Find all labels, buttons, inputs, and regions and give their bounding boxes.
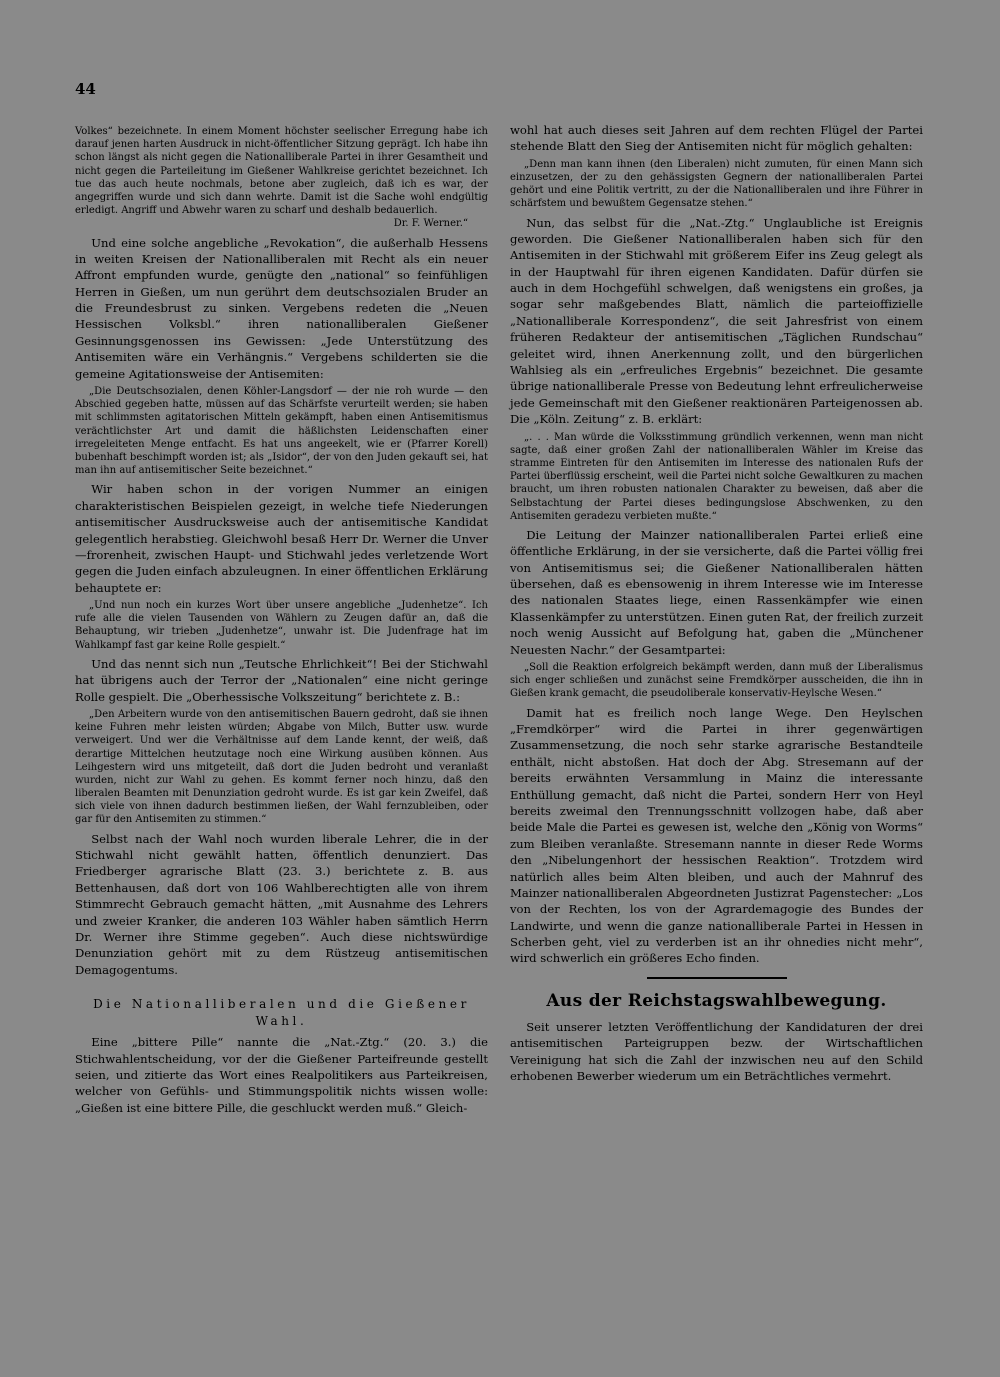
paragraph: Seit unserer letzten Veröffentlichung der Kandidaturen der drei antisemitischen Parteigruppen bezw. der Wirtschaftlichen Vereinigung hat sich die Zahl der inzwischen neu auf den Schild erhobenen Bewerber wiederum um ein Beträchtliches vermehrt. xyxy=(510,1019,923,1084)
section-heading: Aus der Reichstagswahlbewegung. xyxy=(546,990,887,1011)
paragraph: Selbst nach der Wahl noch wurden liberale Lehrer, die in der Stichwahl nicht gewählt hatten, öffentlich denunziert. Das Friedberger agrarische Blatt (23. 3.) berichtete z. B. aus Bettenhausen, daß dort von 106 Wahlberechtigten alle von ihrem Stimmrecht Gebrauch gemacht hätten, „mit Ausnahme des Lehrers und zweier Kranker, die anderen 103 Wähler haben sämtlich Herrn Dr. Werner ihre Stimme gegeben“. Auch diese nichtswürdige Denunziation gehört mit zu dem Rüstzeug antisemitischen Demagogentums. xyxy=(75,831,488,977)
quote-text: „Die Deutschsozialen, denen Köhler-Langsdorf — der nie roh wurde — den Abschied gegeben hatte, müssen auf das Schärfste verurteilt werden; sie haben mit schlimmsten agitatorischen Mitteln gekämpft, haben einen Antisemitismus verächtlichster Art und damit die häßlichsten Leidenschaften einer irregeleiteten Menge entfacht. Es hat uns angeekelt, wie er (Pfarrer Korell) bubenhaft beschimpft worden ist; als „Isidor“, der von den Juden gekauft sei, hat man ihn auf antisemitischer Seite bezeichnet.“ xyxy=(75,386,488,477)
quote-text: „Soll die Reaktion erfolgreich bekämpft werden, dann muß der Liberalismus sich enger schließen und zunächst seine Fremdkörper ausscheiden, die ihn in Gießen krank gemacht, die pseudoliberale konservativ-Heylsche Wesen.“ xyxy=(510,662,923,700)
right-column xyxy=(510,122,923,1084)
quote-block xyxy=(75,708,488,827)
quote-text: „Und nun noch ein kurzes Wort über unsere angebliche „Judenhetze“. Ich rufe alle die vielen Tausenden von Wählern zu Zeugen dafür an, daß die Behauptung, wir trieben „Judenhetze“, unwahr ist. Die Judenfrage hat im Wahlkampf fast gar keine Rolle gespielt.“ xyxy=(75,600,488,651)
section-subheading: Die Nationalliberalen und die Gießener Wahl. xyxy=(93,997,470,1029)
left-column xyxy=(75,122,488,1116)
paragraph: Wir haben schon in der vorigen Nummer an einigen charakteristischen Beispielen gezeigt, in welche tiefe Niederungen antisemitischer Ausdrucksweise auch der antisemitische Kandidat gelegentlich herabstieg. Gleichwohl besaß Herr Dr. Werner die Unver—frorenheit, zwischen Haupt- und Stichwahl jedes verletzende Wort gegen die Juden einfach abzuleugnen. In einer öffentlichen Erklärung behauptete er: xyxy=(75,482,488,595)
quote-block xyxy=(510,661,923,701)
page-number: 44 xyxy=(75,80,96,98)
paragraph: Und eine solche angebliche „Revokation“, die außerhalb Hessens in weiten Kreisen der Nationalliberalen mit Recht als ein neuer Affront empfunden wurde, genügte den „national“ so feinfühligen Herren in Gießen, um nun gerührt dem deutschsozialen Bruder an die Freundesbrust zu sinken. Vergebens redeten die „Neuen Hessischen Volksbl.“ ihren nationalliberalen Gießener Gesinnungsgenossen ins Gewissen: „Jede Unterstützung des Antisemiten wäre ein Verhängnis.“ Vergebens schilderten sie die gemeine Agitationsweise der Antisemiten: xyxy=(75,235,488,381)
quote-block xyxy=(510,431,923,523)
quote-text: „Den Arbeitern wurde von den antisemitischen Bauern gedroht, daß sie ihnen keine Fuhren mehr leisten würden; Abgabe von Milch, Butter usw. wurde verweigert. Und wer die Verhältnisse auf dem Lande kennt, der weiß, daß derartige Mittelchen heutzutage noch eine Wirkung ausüben können. Aus Leihgestern wird uns mitgeteilt, daß dort die Juden bedroht und veranlaßt wurden, nicht zur Wahl zu gehen. Es kommt ferner noch hinzu, daß den liberalen Beamten mit Denunziation gedroht wurde. Es ist gar kein Zweifel, daß sich viele von ihnen dadurch bestimmen ließen, der Wahl fernzubleiben, oder gar für den Antisemiten zu stimmen.“ xyxy=(75,708,488,826)
paragraph: Nun, das selbst für die „Nat.-Ztg.“ Unglaubliche ist Ereignis geworden. Die Gießener Nationalliberalen haben sich für den Antisemiten in der Stichwahl mit größerem Eifer ins Zeug gelegt als in der Hauptwahl für ihren eigenen Kandidaten. Dafür dürfen sie auch in dem Hochgefühl schwelgen, daß wenigstens ein großes, ja sogar sehr maßgebendes Blatt, nämlich die parteioffizielle „Nationalliberale Korrespondenz“, die seit Jahresfrist von einem früheren Redakteur der antisemitischen „Täglichen Rundschau“ geleitet wird, ihnen Anerkennung zollt, und den bürgerlichen Wahlsieg als ein „erfreuliches Ergebnis“ bezeichnet. Die gesamte übrige nationalliberale Presse von Bedeutung lehnt erfreulicherweise jede Gemeinschaft mit den Gießener reaktionären Parteigenossen ab. Die „Köln. Zeitung“ z. B. erklärt: xyxy=(510,215,923,427)
quote-werner-declaration xyxy=(75,125,488,231)
paragraph: wohl hat auch dieses seit Jahren auf dem rechten Flügel der Partei stehende Blatt den Sieg der Antisemiten nicht für möglich gehalten: xyxy=(510,123,923,154)
quote-text: Volkes“ bezeichnete. In einem Moment höchster seelischer Erregung habe ich darauf jenen harten Ausdruck in nicht-öffentlicher Sitzung geprägt. Ich habe ihn schon längst als nicht gegen die Nationalliberale Partei in ihrer Gesamtheit und nicht gegen die Parteileitung im Gießener Wahlkreise gerichtet bezeichnet. Ich tue das auch heute nochmals, betone aber zugleich, daß ich es war, der angegriffen wurde und sich dann wehrte. Damit ist die Sache wohl endgültig erledigt. Angriff und Abwehr waren zu scharf und deshalb bedauerlich. xyxy=(75,126,488,217)
paragraph: Die Leitung der Mainzer nationalliberalen Partei erließ eine öffentliche Erklärung, in der sie versicherte, daß die Partei völlig frei von Antisemitismus sei; die Gießener Nationalliberalen hätten übersehen, daß es ebensowenig in ihrem Interesse wie im Interesse des nationalen Staates liege, einen Rassenkämpfer wie einen Klassenkämpfer zu unterstützen. Einen guten Rat, der freilich zurzeit noch wenig Aussicht auf Befolgung hat, gaben die „Münchener Neuesten Nachr.“ der Gesamtpartei: xyxy=(510,527,923,657)
signature: Dr. F. Werner.“ xyxy=(393,218,468,230)
quote-block xyxy=(510,158,923,211)
quote-block xyxy=(75,599,488,652)
quote-text: „. . . Man würde die Volksstimmung gründlich verkennen, wenn man nicht sagte, daß einer großen Zahl der nationalliberalen Wähler im Kreise das stramme Eintreten für den Antisemiten im Interesse des nationalen Rufs der Partei überflüssig erscheint, weil die Partei nicht solche Gewaltkuren zu machen braucht, um ihren robusten nationalen Charakter zu beweisen, daß aber die Selbstachtung der Partei dieses bedingungslose Abschwenken, zu den Antisemiten geradezu verbieten mußte.“ xyxy=(510,431,923,522)
paragraph: Und das nennt sich nun „Teutsche Ehrlichkeit“! Bei der Stichwahl hat übrigens auch der Terror der „Nationalen“ eine nicht geringe Rolle gespielt. Die „Oberhessische Volkszeitung“ berichtete z. B.: xyxy=(75,656,488,704)
paragraph: Damit hat es freilich noch lange Wege. Den Heylschen „Fremdkörper“ wird die Partei in ihrer gegenwärtigen Zusammensetzung, die noch sehr starke agrarische Bestandteile enthält, nicht abstoßen. Hat doch der Abg. Stresemann auf der bereits erwähnten Versammlung in Mainz die interessante Enthüllung gemacht, daß nicht die Partei, sondern Herr von Heyl bereits zweimal den Trennungsschnitt vollzogen habe, daß aber beide Male die Partei es gewesen ist, welche den „König von Worms“ zum Bleiben veranlaßte. Stresemann nannte in dieser Rede Worms den „Nibelungenhort der hessischen Reaktion“. Trotzdem wird natürlich alles beim Alten bleiben, und auch der Mahnruf des Mainzer nationalliberalen Abgeordneten Justizrat Pagenstecher: „Los von der Rechten, los von der Agrardemagogie des Bundes der Landwirte, und wenn die ganze nationalliberale Partei in Hessen in Scherben geht, viel zu verderben ist an ihr ohnedies nicht mehr“, wird schwerlich ein größeres Echo finden. xyxy=(510,705,923,966)
section-divider xyxy=(647,977,787,979)
quote-block xyxy=(75,385,488,477)
paragraph: Eine „bittere Pille“ nannte die „Nat.-Ztg.“ (20. 3.) die Stichwahlentscheidung, vor der die Gießener Parteifreunde gestellt seien, und zitierte das Wort eines Realpolitikers aus Parteikreisen, welcher von Gefühls- und Stimmungspolitik nichts wissen wolle: „Gießen ist eine bittere Pille, die geschluckt werden muß.“ Gleich- xyxy=(75,1035,488,1115)
quote-text: „Denn man kann ihnen (den Liberalen) nicht zumuten, für einen Mann sich einzusetzen, der zu den gehässigsten Gegnern der nationalliberalen Partei gehört und eine Politik vertritt, zu der die Nationalliberalen und ihre Führer in schärfstem und bewußtem Gegensatze stehen.“ xyxy=(510,158,923,210)
